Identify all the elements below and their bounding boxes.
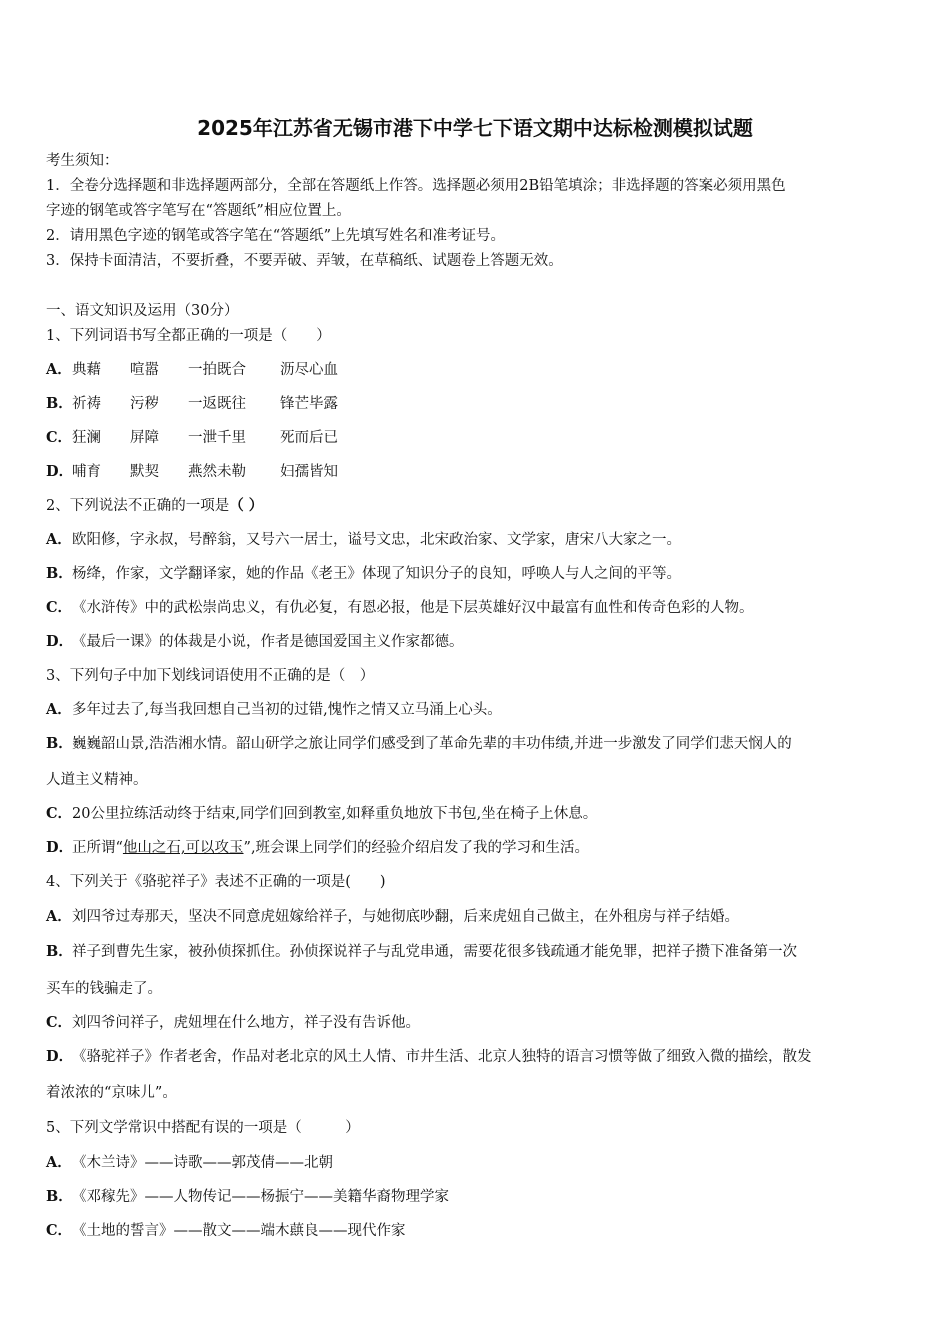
notice-item: 2．请用黑色字迹的钢笔或答字笔在“答题纸”上先填写姓名和准考证号。 bbox=[46, 228, 506, 244]
option-label: A． bbox=[46, 701, 72, 718]
option-text: 刘四爷问祥子，虎妞埋在什么地方，祥子没有告诉他。 bbox=[72, 1015, 420, 1031]
q3-option-b bbox=[46, 735, 792, 753]
option-text: 刘四爷过寿那天，坚决不同意虎妞嫁给祥子，与她彻底吵翻，后来虎妞自己做主，在外租房与祥子结婚。 bbox=[72, 909, 739, 925]
option-word: 喧嚣 bbox=[130, 362, 159, 378]
option-text: ”,班会课上同学们的经验介绍启发了我的学习和生活。 bbox=[243, 840, 590, 856]
option-word: 一拍既合 bbox=[188, 362, 246, 378]
option-label: D． bbox=[46, 839, 74, 856]
option-label: A． bbox=[46, 531, 72, 548]
option-word: 燕然未勒 bbox=[188, 464, 246, 480]
option-label: B． bbox=[46, 943, 73, 960]
q1-option-b bbox=[46, 395, 338, 413]
question-1-stem: 1、下列词语书写全都正确的一项是（ ） bbox=[46, 328, 331, 344]
option-word: 狂澜 bbox=[72, 430, 101, 446]
option-label: C． bbox=[46, 599, 73, 616]
notice-heading: 考生须知： bbox=[46, 153, 119, 169]
notice-item: 1．全卷分选择题和非选择题两部分，全部在答题纸上作答。选择题必须用2B铅笔填涂；非选择题的答案必须用黑色 bbox=[46, 178, 786, 194]
option-label: D． bbox=[46, 463, 74, 480]
option-label: B． bbox=[46, 395, 73, 412]
option-text: 《骆驼祥子》作者老舍，作品对老北京的风土人情、市井生活、北京人独特的语言习惯等做了细致入微的描绘，散发 bbox=[72, 1049, 812, 1065]
option-text: 巍巍韶山景,浩浩湘水情。韶山研学之旅让同学们感受到了革命先辈的丰功伟绩,并进一步激发了同学们悲天悯人的 bbox=[72, 736, 792, 752]
option-label: A． bbox=[46, 908, 72, 925]
option-text: 祥子到曹先生家，被孙侦探抓住。孙侦探说祥子与乱党串通，需要花很多钱疏通才能免罪，把祥子攒下准备第一次 bbox=[72, 944, 797, 960]
q4-option-b-cont: 买车的钱骗走了。 bbox=[46, 981, 162, 997]
option-label: A． bbox=[46, 1154, 72, 1171]
option-text: 《木兰诗》——诗歌——郭茂倩——北朝 bbox=[72, 1155, 333, 1171]
q2-option-d bbox=[46, 633, 464, 651]
option-text: 《水浒传》中的武松崇尚忠义，有仇必复，有恩必报，他是下层英雄好汉中最富有血性和传奇色彩的人物。 bbox=[72, 600, 754, 616]
q3-option-b-cont: 人道主义精神。 bbox=[46, 772, 148, 788]
option-text: 多年过去了,每当我回想自己当初的过错,愧怍之情又立马涌上心头。 bbox=[72, 702, 502, 718]
q4-option-d bbox=[46, 1048, 812, 1066]
option-word: 默契 bbox=[130, 464, 159, 480]
option-word: 祈祷 bbox=[72, 396, 101, 412]
option-label: C． bbox=[46, 429, 73, 446]
option-label: D． bbox=[46, 633, 74, 650]
option-word: 沥尽心血 bbox=[280, 362, 338, 378]
q3-option-d bbox=[46, 839, 589, 857]
q2-option-a bbox=[46, 531, 681, 549]
option-word: 一返既往 bbox=[188, 396, 246, 412]
option-text: 正所谓“ bbox=[72, 840, 123, 856]
question-3-stem: 3、下列句子中加下划线词语使用不正确的是（ ） bbox=[46, 668, 375, 684]
q3-option-a bbox=[46, 701, 502, 719]
option-word: 死而后已 bbox=[280, 430, 338, 446]
option-word: 哺育 bbox=[72, 464, 101, 480]
question-4-stem: 4、下列关于《骆驼祥子》表述不正确的一项是( ) bbox=[46, 874, 386, 890]
q2-option-c bbox=[46, 599, 754, 617]
option-label: D． bbox=[46, 1048, 74, 1065]
question-2-stem bbox=[46, 497, 263, 515]
q5-option-c bbox=[46, 1222, 406, 1240]
q1-option-a bbox=[46, 361, 338, 379]
option-label: B． bbox=[46, 565, 73, 582]
q1-option-c bbox=[46, 429, 338, 447]
notice-item: 字迹的钢笔或答字笔写在“答题纸”相应位置上。 bbox=[46, 203, 351, 219]
q4-option-b bbox=[46, 943, 797, 961]
option-word: 屏障 bbox=[130, 430, 159, 446]
option-word: 一泄千里 bbox=[188, 430, 246, 446]
option-text: 欧阳修，字永叔，号醉翁，又号六一居士，谥号文忠，北宋政治家、文学家，唐宋八大家之一。 bbox=[72, 532, 681, 548]
q3-option-c bbox=[46, 805, 597, 823]
option-word: 污秽 bbox=[130, 396, 159, 412]
page-title: 2025年江苏省无锡市港下中学七下语文期中达标检测模拟试题 bbox=[197, 116, 753, 140]
q5-option-a bbox=[46, 1154, 333, 1172]
q4-option-c bbox=[46, 1014, 420, 1032]
option-text: 《土地的誓言》——散文——端木蕻良——现代作家 bbox=[72, 1223, 406, 1239]
option-label: C． bbox=[46, 1222, 73, 1239]
option-label: B． bbox=[46, 1188, 73, 1205]
q4-option-d-cont: 着浓浓的“京味儿”。 bbox=[46, 1085, 177, 1101]
option-label: B． bbox=[46, 735, 73, 752]
q5-option-b bbox=[46, 1188, 449, 1206]
q1-option-d bbox=[46, 463, 338, 481]
stem-text: 2、下列说法不正确的一项是 bbox=[46, 498, 230, 514]
option-text: 杨绛，作家，文学翻译家，她的作品《老王》体现了知识分子的良知，呼唤人与人之间的平等。 bbox=[72, 566, 681, 582]
option-label: A． bbox=[46, 361, 72, 378]
option-text: 《最后一课》的体裁是小说，作者是德国爱国主义作家都德。 bbox=[72, 634, 464, 650]
option-text: 《邓稼先》——人物传记——杨振宁——美籍华裔物理学家 bbox=[72, 1189, 449, 1205]
section-heading: 一、语文知识及运用（30分） bbox=[46, 303, 239, 319]
underlined-phrase: 他山之石,可以攻玉 bbox=[122, 840, 244, 856]
option-text: 20公里拉练活动终于结束,同学们回到教室,如释重负地放下书包,坐在椅子上休息。 bbox=[72, 806, 598, 822]
answer-bracket: （ ） bbox=[229, 497, 264, 514]
option-label: C． bbox=[46, 805, 73, 822]
question-5-stem: 5、下列文学常识中搭配有误的一项是（ ） bbox=[46, 1120, 360, 1136]
q4-option-a bbox=[46, 908, 739, 926]
q2-option-b bbox=[46, 565, 681, 583]
option-word: 典藉 bbox=[72, 362, 101, 378]
option-word: 锋芒毕露 bbox=[280, 396, 338, 412]
option-label: C． bbox=[46, 1014, 73, 1031]
notice-item: 3．保持卡面清洁，不要折叠，不要弄破、弄皱，在草稿纸、试题卷上答题无效。 bbox=[46, 253, 563, 269]
option-word: 妇孺皆知 bbox=[280, 464, 338, 480]
